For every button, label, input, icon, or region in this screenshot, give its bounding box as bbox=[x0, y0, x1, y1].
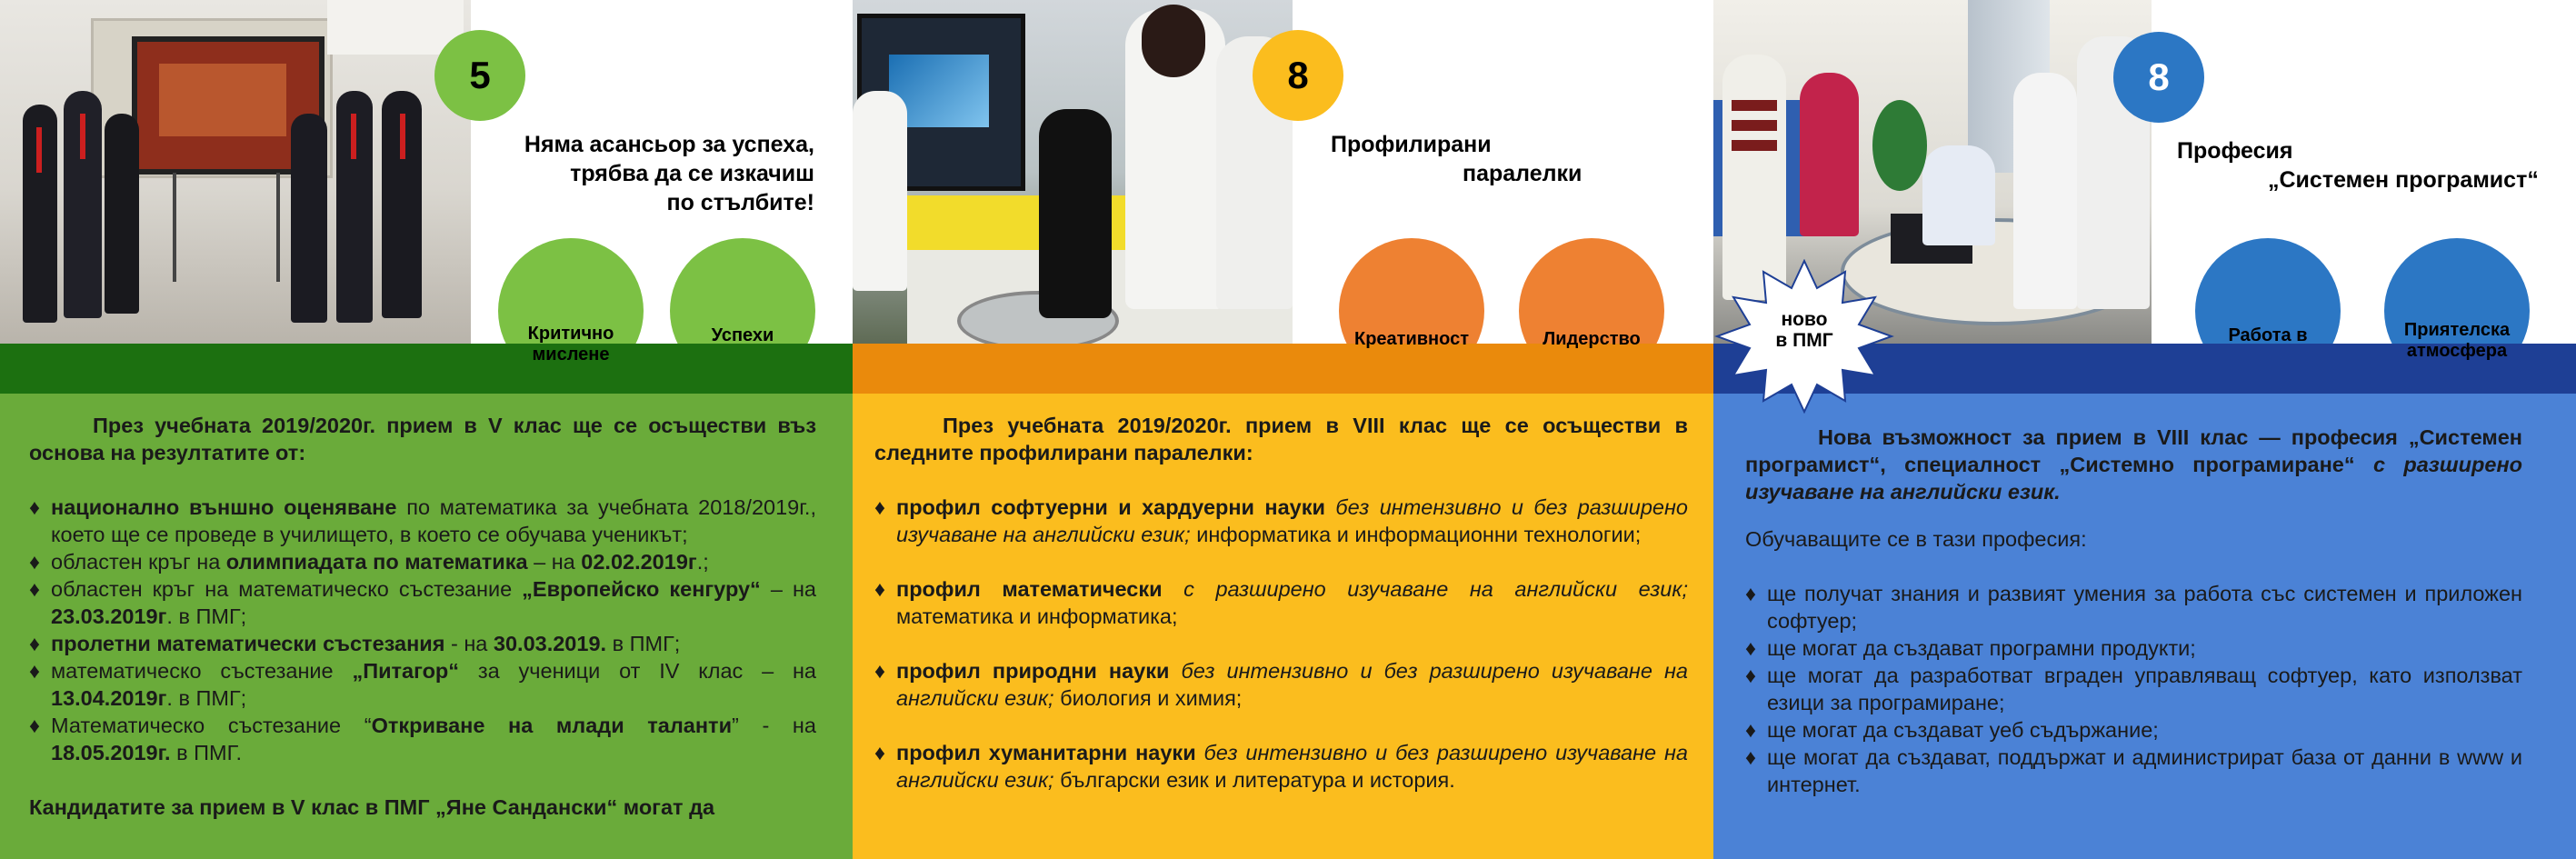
diamond-bullet-icon: ♦ bbox=[874, 577, 885, 601]
grade-number-badge bbox=[434, 30, 525, 121]
body-content bbox=[1745, 424, 2522, 798]
profiles-list-4 bbox=[874, 739, 1688, 794]
skills-list bbox=[1745, 580, 2522, 798]
list-item: ♦ профил софтуерни и хардуерни науки без интензивно и без разширено изучаване на английски език; информатика и информационни технологии; bbox=[874, 495, 1688, 546]
body-content bbox=[874, 412, 1688, 794]
headline-line-2: трябва да се изкачиш bbox=[570, 161, 814, 186]
list-item: ♦ профил природни науки без интензивно и без разширено изучаване на английски език; биология и химия; bbox=[874, 659, 1688, 710]
diamond-bullet-icon: ♦ bbox=[29, 659, 40, 683]
diamond-bullet-icon: ♦ bbox=[874, 741, 885, 764]
panel-headline bbox=[2177, 136, 2539, 195]
diamond-bullet-icon: ♦ bbox=[29, 632, 40, 655]
diamond-bullet-icon: ♦ bbox=[1745, 636, 1756, 660]
headline-line-2: паралелки bbox=[1463, 161, 1583, 186]
diamond-bullet-icon: ♦ bbox=[1745, 664, 1756, 687]
diamond-bullet-icon: ♦ bbox=[1745, 582, 1756, 605]
dome-label-leadership: Лидерство bbox=[1543, 329, 1641, 349]
diamond-bullet-icon: ♦ bbox=[29, 714, 40, 737]
list-item: ♦ национално външно оценяване по математика за учебната 2018/2019г., което ще се проведе в училището, в което се обучава ученикът; bbox=[29, 495, 816, 546]
diamond-bullet-icon: ♦ bbox=[29, 577, 40, 601]
panel-headline bbox=[524, 130, 814, 217]
headline-line-1: Професия bbox=[2177, 138, 2293, 164]
panel-headline bbox=[1331, 130, 1582, 188]
footer-paragraph: Кандидатите за прием в V клас в ПМГ „Яне Сандански“ могат да bbox=[29, 795, 715, 819]
list-item: ♦ пролетни математически състезания - на 30.03.2019. в ПМГ; bbox=[29, 632, 681, 655]
body-content bbox=[29, 412, 816, 821]
list-item: ♦ ще могат да създават уеб съдържание; bbox=[1745, 718, 2159, 742]
panel-grade-8-profiles bbox=[853, 0, 1713, 859]
grade-number: 8 bbox=[1287, 54, 1309, 96]
lab-photo bbox=[853, 0, 1293, 344]
diamond-bullet-icon: ♦ bbox=[874, 495, 885, 519]
headline-line-1: Профилирани bbox=[1331, 132, 1492, 157]
list-item: ♦ ще могат да създават програмни продукти; bbox=[1745, 636, 2196, 660]
grade-number-badge bbox=[2113, 32, 2204, 123]
profiles-list bbox=[874, 494, 1688, 548]
list-item: ♦ профил математически с разширено изучаване на английски език; математика и информатика; bbox=[874, 577, 1688, 628]
panel-grade-5 bbox=[0, 0, 853, 859]
color-stripe bbox=[853, 344, 1713, 394]
grade-number: 5 bbox=[469, 54, 491, 96]
text-body bbox=[1713, 394, 2576, 859]
dome-label-creativity: Креативност bbox=[1353, 329, 1469, 349]
grade-number-badge bbox=[1253, 30, 1343, 121]
diamond-bullet-icon: ♦ bbox=[1745, 718, 1756, 742]
criteria-list bbox=[29, 494, 816, 766]
text-body bbox=[853, 394, 1713, 859]
diamond-bullet-icon: ♦ bbox=[874, 659, 885, 683]
list-item: ♦ Математическо състезание “Откриване на млади таланти” - на 18.05.2019г. в ПМГ. bbox=[29, 714, 816, 764]
diamond-bullet-icon: ♦ bbox=[29, 550, 40, 574]
list-item: ♦ областен кръг на олимпиадата по математика – на 02.02.2019г.; bbox=[29, 550, 709, 574]
profiles-list-3 bbox=[874, 657, 1688, 712]
dome-label-success: Успехи bbox=[711, 325, 774, 345]
lead-paragraph: Обучаващите се в тази професия: bbox=[1745, 527, 2087, 551]
dome-label-friendly-atmosphere: Приятелска атмосфера bbox=[2403, 320, 2511, 361]
text-body bbox=[0, 394, 853, 859]
list-item: ♦ математическо състезание „Питагор“ за ученици от IV клас – на 13.04.2019г. в ПМГ; bbox=[29, 659, 817, 710]
list-item: ♦ ще могат да създават, поддържат и администрират база от данни в www и интернет. bbox=[1745, 745, 2522, 796]
dome-label-critical-thinking: Критично мислене bbox=[527, 324, 614, 365]
headline-line-3: по стълбите! bbox=[666, 190, 814, 215]
intro-paragraph: През учебната 2019/2020г. прием в VIII клас ще се осъществи в следните профилирани паралелки: bbox=[874, 414, 1688, 464]
color-stripe bbox=[0, 344, 853, 394]
grade-number: 8 bbox=[2148, 55, 2170, 98]
new-badge-label: ново в ПМГ bbox=[1775, 309, 1833, 351]
list-item: ♦ областен кръг на математическо състезание „Европейско кенгуру“ – на 23.03.2019г. в ПМГ; bbox=[29, 577, 816, 628]
diamond-bullet-icon: ♦ bbox=[1745, 745, 1756, 769]
panel-system-programmer bbox=[1713, 0, 2576, 859]
intro-paragraph: През учебната 2019/2020г. прием в V клас ще се осъществи въз основа на резултатите от: bbox=[29, 414, 816, 464]
intro-paragraph: Нова възможност за прием в VIII клас — професия „Системен програмист“, специалност „Системно програмиране“ с разширено изучаване на английски език. bbox=[1745, 425, 2522, 504]
profiles-list-2 bbox=[874, 575, 1688, 630]
list-item: ♦ ще получат знания и развият умения за работа със системен и приложен софтуер; bbox=[1745, 582, 2522, 633]
dome-label-work: Работа в bbox=[2228, 325, 2308, 345]
headline-line-1: Няма асансьор за успеха, bbox=[524, 132, 814, 157]
list-item: ♦ профил хуманитарни науки без интензивно и без разширено изучаване на английски език; български език и литература и история. bbox=[874, 741, 1688, 792]
diamond-bullet-icon: ♦ bbox=[29, 495, 40, 519]
list-item: ♦ ще могат да разработват вграден управляващ софтуер, като използват езици за програмиране; bbox=[1745, 664, 2522, 714]
headline-line-2: „Системен програмист“ bbox=[2268, 167, 2539, 193]
